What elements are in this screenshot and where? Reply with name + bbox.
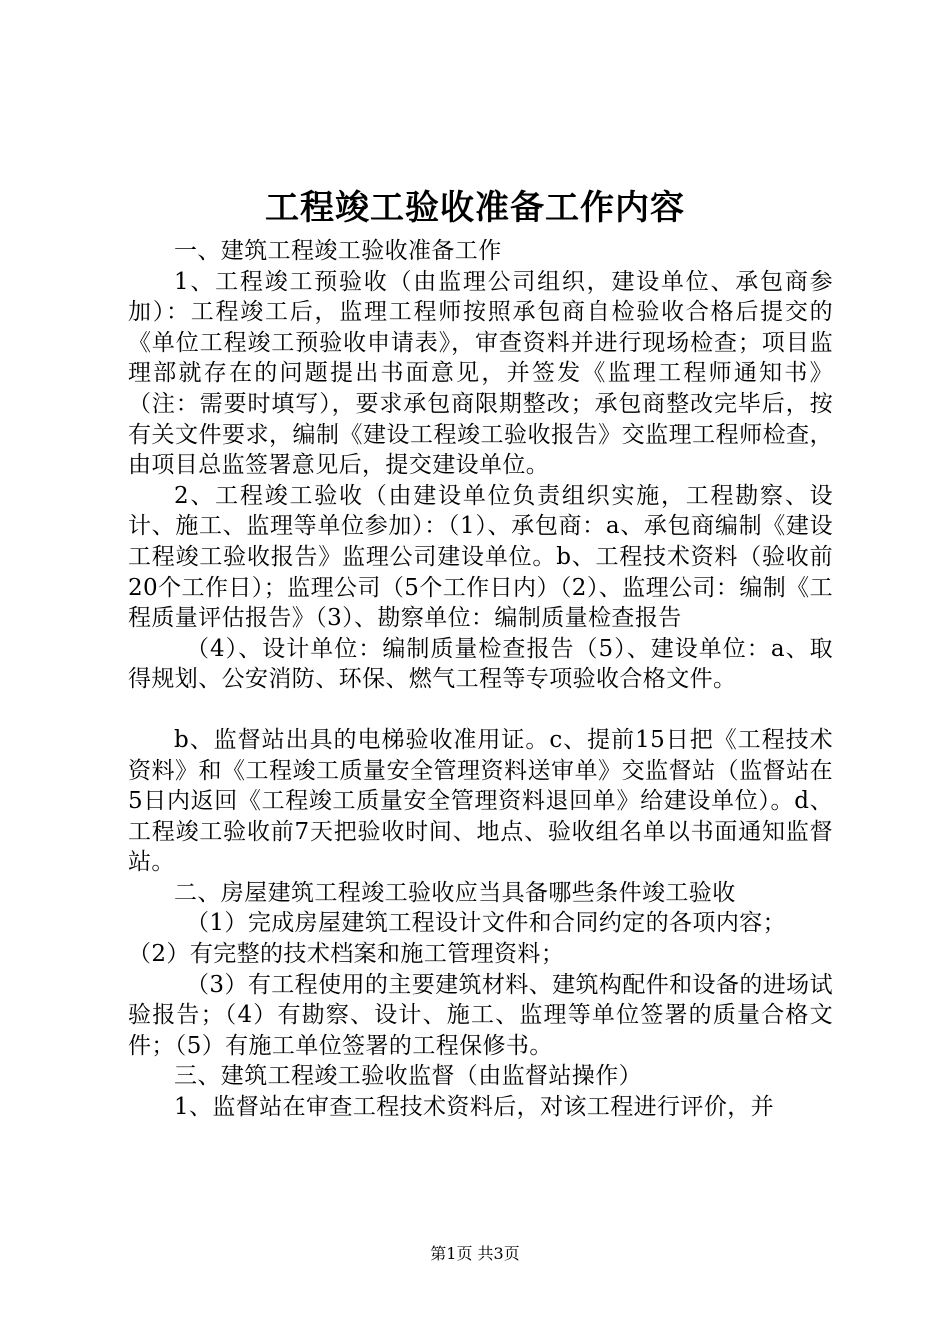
section-heading-3: 三、建筑工程竣工验收监督（由监督站操作） bbox=[174, 1063, 642, 1090]
document-body bbox=[128, 236, 833, 1123]
condition-item-3: （3）有工程使用的主要建筑材料、建筑构配件和设备的进场试验报告；（4）有勘察、设计、施工、监理等单位签署的质量合格文件；（5）有施工单位签署的工程保修书。 bbox=[128, 971, 833, 1059]
page-number: 第1页 共3页 bbox=[430, 1244, 520, 1263]
paragraph-supervision-review: 1、监督站在审查工程技术资料后，对该工程进行评价，并 bbox=[174, 1094, 775, 1121]
section-heading-2: 二、房屋建筑工程竣工验收应当具备哪些条件竣工验收 bbox=[174, 879, 736, 906]
condition-item-2: （2）有完整的技术档案和施工管理资料； bbox=[128, 941, 565, 968]
paragraph-pre-acceptance: 1、工程竣工预验收（由监理公司组织，建设单位、承包商参加）：工程竣工后，监理工程师按照承包商自检验收合格后提交的《单位工程竣工预验收申请表》，审查资料并进行现场检查；项目监理部就存在的问题提出书面意见，并签发《监理工程师通知书》（注：需要时填写），要求承包商限期整改；承包商整改完毕后，按有关文件要求，编制《建设工程竣工验收报告》交监理工程师检查，由项目总监签署意见后，提交建设单位。 bbox=[128, 268, 833, 479]
paragraph-design-unit: （4）、设计单位：编制质量检查报告（5）、建设单位：a、取得规划、公安消防、环保、燃气工程等专项验收合格文件。 bbox=[128, 635, 833, 693]
paragraph-supervision-station: b、监督站出具的电梯验收准用证。c、提前15日把《工程技术资料》和《工程竣工质量安全管理资料送审单》交监督站（监督站在5日内返回《工程竣工质量安全管理资料退回单》给建设单位）。d、工程竣工验收前7天把验收时间、地点、验收组名单以书面通知监督站。 bbox=[128, 726, 833, 876]
condition-item-1: （1）完成房屋建筑工程设计文件和合同约定的各项内容； bbox=[186, 910, 787, 937]
document-title: 工程竣工验收准备工作内容 bbox=[265, 188, 685, 228]
paragraph-acceptance: 2、工程竣工验收（由建设单位负责组织实施，工程勘察、设计、施工、监理等单位参加）：（1）、承包商：a、承包商编制《建设工程竣工验收报告》监理公司建设单位。b、工程技术资料（验收前20个工作日）；监理公司（5个工作日内）（2）、监理公司：编制《工程质量评估报告》（3）、勘察单位：编制质量检查报告 bbox=[128, 482, 833, 632]
section-heading-1: 一、建筑工程竣工验收准备工作 bbox=[174, 238, 502, 264]
